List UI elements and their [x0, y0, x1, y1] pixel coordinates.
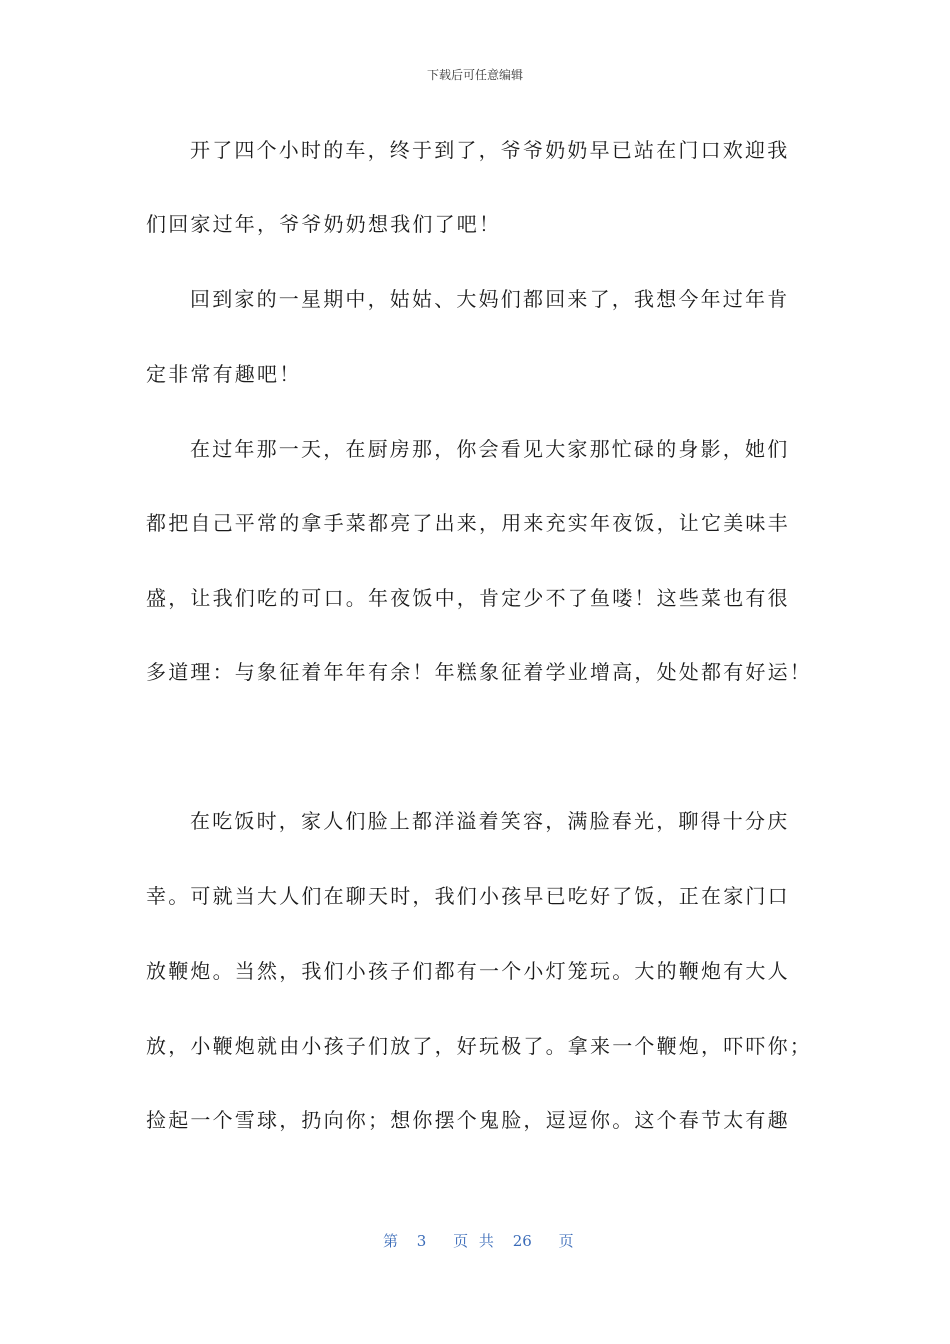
page-footer	[383, 1230, 574, 1251]
body-line: 开了四个小时的车，终于到了，爷爷奶奶早已站在门口欢迎我	[190, 138, 790, 162]
body-line: 幸。可就当大人们在聊天时，我们小孩早已吃好了饭，正在家门口	[146, 884, 790, 908]
body-line: 定非常有趣吧！	[146, 362, 302, 386]
footer-ye2: 页	[558, 1232, 574, 1250]
body-line: 多道理：与象征着年年有余！年糕象征着学业增高，处处都有好运！	[146, 660, 812, 684]
body-line: 们回家过年，爷爷奶奶想我们了吧！	[146, 212, 502, 236]
body-line: 都把自己平常的拿手菜都亮了出来，用来充实年夜饭，让它美味丰	[146, 511, 790, 535]
footer-ye: 页	[453, 1232, 469, 1250]
footer-di: 第	[383, 1232, 399, 1250]
body-line: 捡起一个雪球，扔向你；想你摆个鬼脸，逗逗你。这个春节太有趣	[146, 1108, 790, 1132]
body-line: 在过年那一天，在厨房那，你会看见大家那忙碌的身影，她们	[190, 437, 790, 461]
footer-gong: 共	[478, 1232, 494, 1250]
body-line: 放，小鞭炮就由小孩子们放了，好玩极了。拿来一个鞭炮，吓吓你；	[146, 1034, 812, 1058]
body-line: 回到家的一星期中，姑姑、大妈们都回来了，我想今年过年肯	[190, 287, 790, 311]
page-header-note: 下载后可任意编辑	[426, 68, 523, 82]
body-line: 放鞭炮。当然，我们小孩子们都有一个小灯笼玩。大的鞭炮有大人	[146, 959, 790, 983]
body-line: 在吃饭时，家人们脸上都洋溢着笑容，满脸春光，聊得十分庆	[190, 809, 790, 833]
body-line: 盛，让我们吃的可口。年夜饭中，肯定少不了鱼喽！这些菜也有很	[146, 586, 790, 610]
footer-current-page: 3	[416, 1232, 427, 1250]
footer-total-pages: 26	[512, 1232, 532, 1250]
